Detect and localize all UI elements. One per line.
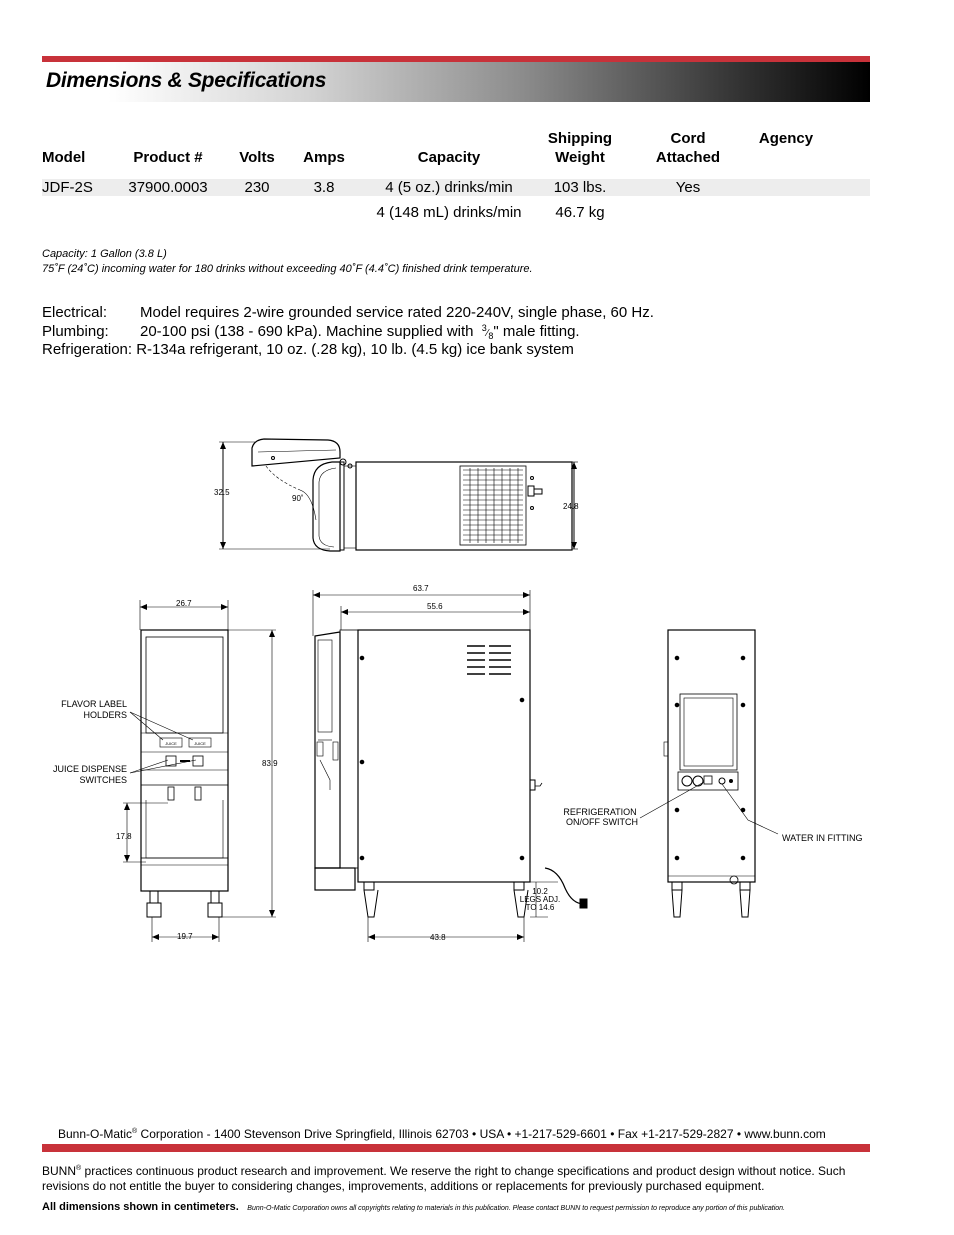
label-juice-switches-1: JUICE DISPENSE bbox=[52, 764, 127, 774]
top-view-drawing bbox=[219, 439, 578, 551]
disclaimer-line-2: revisions do not entitle the buyer to considering changes, improvements, additions or replacements for previously purchased equipment. bbox=[42, 1179, 765, 1193]
cell-capacity: 4 (5 oz.) drinks/min bbox=[385, 179, 513, 196]
plumbing-text: 20-100 psi (138 - 690 kPa). Machine supplied with bbox=[140, 323, 474, 340]
label-juice-switches-2: SWITCHES bbox=[79, 775, 127, 785]
col-header-shipping-bottom: Weight bbox=[555, 149, 605, 166]
col-header-product: Product # bbox=[133, 149, 203, 166]
label-flavor-holders-1: FLAVOR LABEL bbox=[61, 699, 127, 709]
dim-side-overall: 63.7 bbox=[413, 584, 429, 593]
cell-volts: 230 bbox=[244, 179, 270, 196]
dim-side-cabinet: 55.6 bbox=[427, 602, 443, 611]
dim-side-legs-adj-1: 10.2 bbox=[532, 887, 548, 896]
disclaimer-line-1: practices continuous product research and improvement. We reserve the right to change specifications and product design without notice. Such bbox=[81, 1164, 846, 1178]
refrigeration-label: Refrigeration: bbox=[42, 341, 133, 358]
dim-side-legs-adj-2: LEGS ADJ. bbox=[519, 895, 561, 904]
dim-top-height: 32.5 bbox=[214, 488, 230, 497]
electrical-text: Model requires 2-wire grounded service rated 220-240V, single phase, 60 Hz. bbox=[140, 304, 654, 321]
company-contact: Corporation - 1400 Stevenson Drive Springfield, Illinois 62703 • USA • +1-217-529-6601 • Fax +1-217-529-2827 • www.bunn.com bbox=[137, 1127, 826, 1141]
cell-model: JDF-2S bbox=[42, 179, 93, 196]
units-note: All dimensions shown in centimeters. bbox=[42, 1201, 239, 1213]
col-header-cord-top: Cord bbox=[670, 130, 706, 147]
col-header-amps: Amps bbox=[303, 149, 345, 166]
label-holder-text-1: JUICE bbox=[165, 741, 177, 746]
plumbing-text-b: " male fitting. bbox=[493, 323, 580, 340]
front-view-drawing bbox=[123, 600, 276, 942]
label-holder-text-2: JUICE bbox=[194, 741, 206, 746]
company-name: Bunn-O-Matic bbox=[58, 1127, 133, 1141]
label-refrig-switch-1: REFRIGERATION bbox=[563, 807, 637, 817]
label-flavor-holders-2: HOLDERS bbox=[83, 710, 127, 720]
brand-registered-mark: ® bbox=[76, 1165, 82, 1172]
capacity-note: Capacity: 1 Gallon (3.8 L) bbox=[42, 248, 167, 260]
cell-product: 37900.0003 bbox=[128, 179, 208, 196]
cell-shipping-metric: 46.7 kg bbox=[555, 204, 605, 221]
col-header-agency: Agency bbox=[758, 130, 814, 147]
cell-capacity-metric: 4 (148 mL) drinks/min bbox=[376, 204, 522, 221]
fraction-denominator: 8 bbox=[488, 331, 494, 341]
company-address bbox=[58, 1127, 826, 1141]
units-and-copyright bbox=[42, 1197, 902, 1215]
cell-amps: 3.8 bbox=[313, 179, 335, 196]
dim-top-angle: 90˚ bbox=[292, 494, 304, 503]
col-header-capacity: Capacity bbox=[417, 149, 481, 166]
col-header-model: Model bbox=[42, 149, 86, 166]
col-header-shipping-top: Shipping bbox=[547, 130, 613, 147]
page-title: Dimensions & Specifications bbox=[46, 69, 327, 92]
cell-shipping: 103 lbs. bbox=[553, 179, 607, 196]
temperature-note: 75˚F (24˚C) incoming water for 180 drinks without exceeding 40˚F (4.4˚C) finished drink temperature. bbox=[42, 263, 533, 275]
plumbing-label: Plumbing: bbox=[42, 323, 109, 340]
cell-cord: Yes bbox=[675, 179, 701, 196]
registered-mark: ® bbox=[132, 1128, 138, 1135]
dim-front-height: 83.9 bbox=[262, 759, 278, 768]
copyright-note: Bunn-O-Matic Corporation owns all copyrights relating to materials in this publication. Please contact BUNN to request permission to reproduce any portion of this publication. bbox=[247, 1205, 785, 1212]
brand-name: BUNN bbox=[42, 1164, 77, 1178]
label-water-in-fitting: WATER IN FITTING bbox=[782, 833, 863, 843]
label-refrig-switch-2: ON/OFF SWITCH bbox=[566, 817, 638, 827]
refrigeration-text: R-134a refrigerant, 10 oz. (.28 kg), 10 lb. (4.5 kg) ice bank system bbox=[136, 341, 574, 358]
col-header-volts: Volts bbox=[239, 149, 275, 166]
dim-front-width: 26.7 bbox=[176, 599, 192, 608]
dim-side-legs-adj-3: TO 14.6 bbox=[525, 903, 555, 912]
dim-front-leg-width: 19.7 bbox=[177, 932, 193, 941]
dim-side-legs: 43.8 bbox=[430, 933, 446, 942]
rear-view-drawing bbox=[640, 630, 778, 917]
disclaimer bbox=[42, 1161, 882, 1194]
dim-top-depth: 24.8 bbox=[563, 502, 579, 511]
footer-rule bbox=[42, 1144, 870, 1152]
fraction-numerator: 3 bbox=[481, 323, 487, 333]
electrical-label: Electrical: bbox=[42, 304, 108, 321]
plumbing-line: Plumbing: 20-100 psi (138 - 690 kPa). Machine supplied with $^3⁄_8$" male fitting. bbox=[42, 323, 580, 341]
dim-front-dispense-height: 17.8 bbox=[116, 832, 132, 841]
col-header-cord-bottom: Attached bbox=[655, 149, 721, 166]
